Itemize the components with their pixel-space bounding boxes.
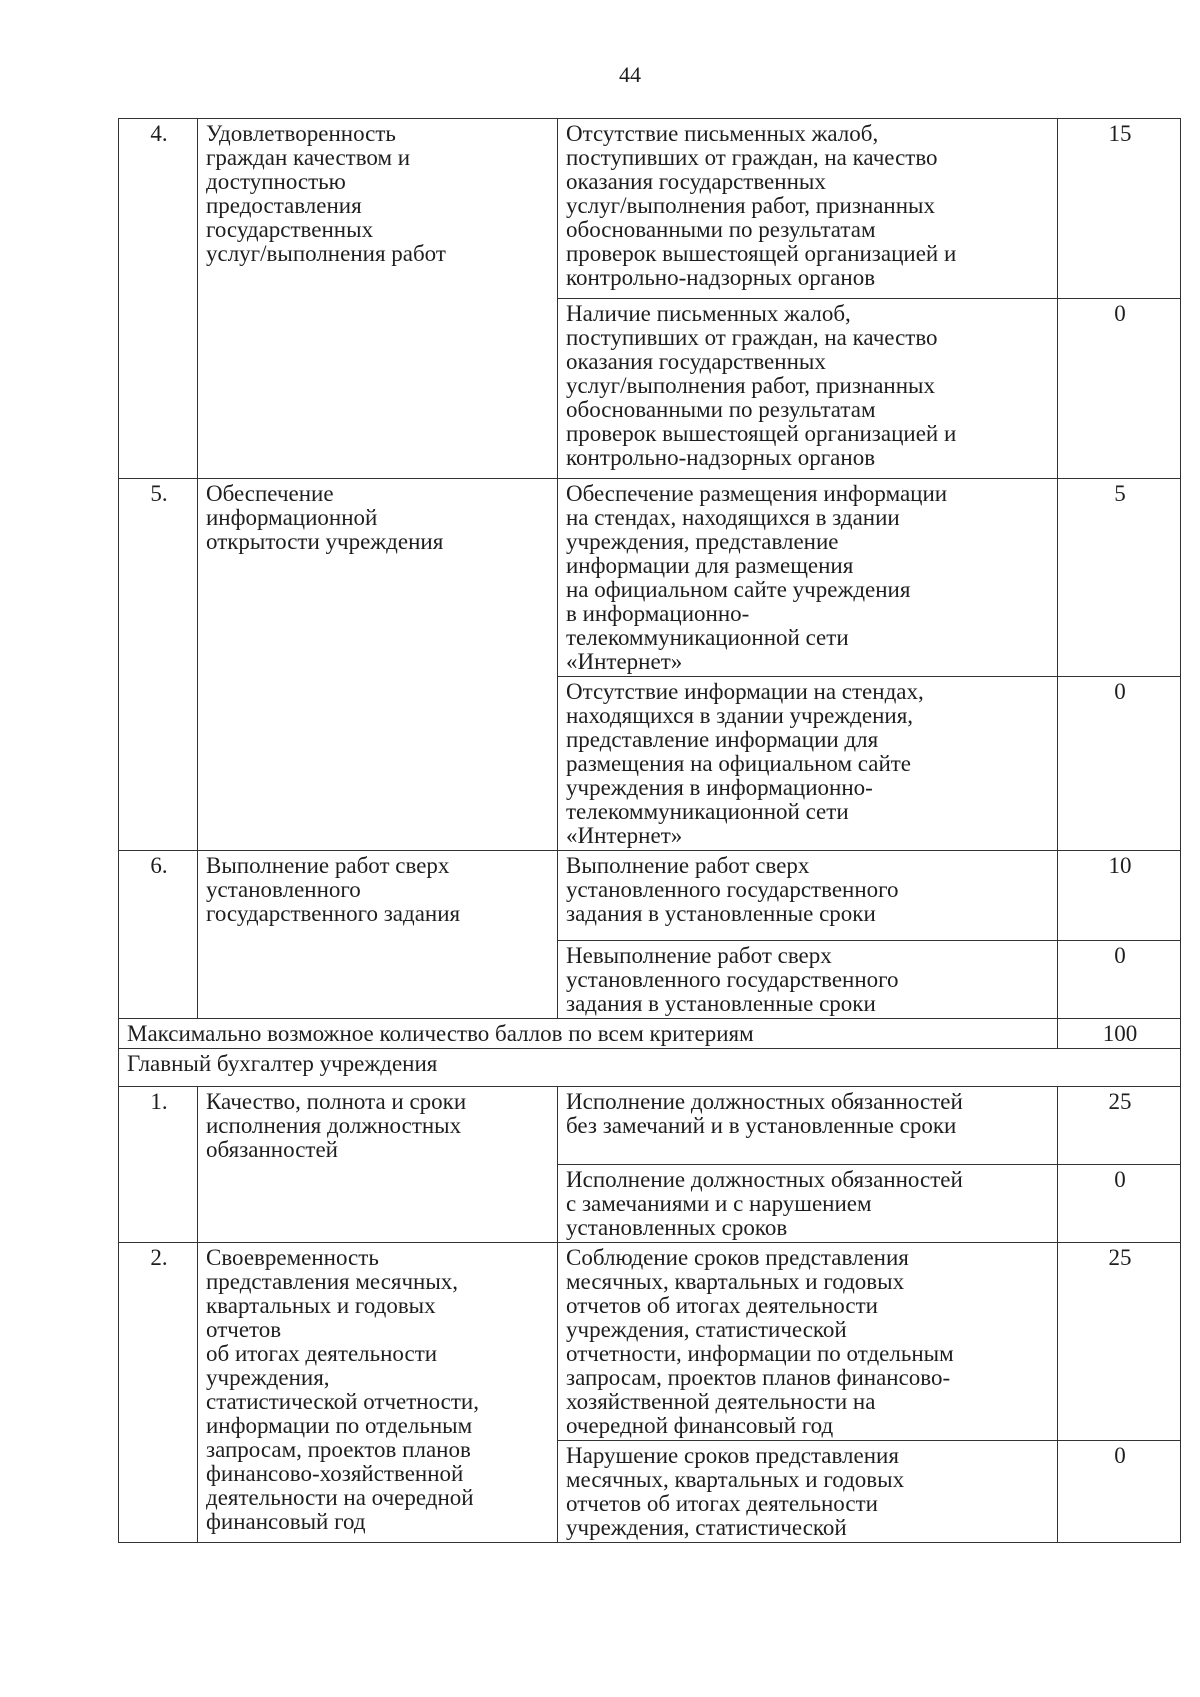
criterion-name: Удовлетворенность граждан качеством и доступностью предоставления государственных услуг/выполнения работ: [198, 119, 558, 479]
points-value: 0: [1058, 299, 1181, 479]
table-row: [119, 1243, 1181, 1441]
total-points: 100: [1058, 1019, 1181, 1049]
table-row: [119, 479, 1181, 677]
condition-text: Наличие письменных жалоб, поступивших от граждан, на качество оказания государственных услуг/выполнения работ, признанных обоснованными по результатам проверок вышестоящей организацией и контрольно-надзорных органов: [558, 299, 1058, 479]
criterion-number: 5.: [119, 479, 198, 851]
points-value: 0: [1058, 941, 1181, 1019]
condition-text: Исполнение должностных обязанностей без замечаний и в установленные сроки: [558, 1087, 1058, 1165]
points-value: 5: [1058, 479, 1181, 677]
condition-text: Отсутствие письменных жалоб, поступивших от граждан, на качество оказания государственных услуг/выполнения работ, признанных обоснованными по результатам проверок вышестоящей организацией и контрольно-надзорных органов: [558, 119, 1058, 299]
points-value: 0: [1058, 677, 1181, 851]
condition-text: Соблюдение сроков представления месячных, квартальных и годовых отчетов об итогах деятельности учреждения, статистической отчетности, информации по отдельным запросам, проектов планов финансово- хозяйственной деятельности на очередной финансовый год: [558, 1243, 1058, 1441]
condition-text: Невыполнение работ сверх установленного государственного задания в установленные сроки: [558, 941, 1058, 1019]
criterion-number: 6.: [119, 851, 198, 1019]
condition-text: Нарушение сроков представления месячных, квартальных и годовых отчетов об итогах деятельности учреждения, статистической: [558, 1441, 1058, 1543]
table-row: [119, 119, 1181, 299]
points-value: 25: [1058, 1243, 1181, 1441]
condition-text: Исполнение должностных обязанностей с замечаниями и с нарушением установленных сроков: [558, 1165, 1058, 1243]
section-row: [119, 1049, 1181, 1087]
points-value: 25: [1058, 1087, 1181, 1165]
condition-text: Выполнение работ сверх установленного государственного задания в установленные сроки: [558, 851, 1058, 941]
criterion-name: Своевременность представления месячных, квартальных и годовых отчетов об итогах деятельности учреждения, статистической отчетности, информации по отдельным запросам, проектов планов финансово-хозяйственной деятельности на очередной финансовый год: [198, 1243, 558, 1543]
criterion-number: 4.: [119, 119, 198, 479]
table-row: [119, 1087, 1181, 1165]
points-value: 15: [1058, 119, 1181, 299]
criteria-table: [118, 118, 1181, 1543]
total-row: [119, 1019, 1181, 1049]
condition-text: Отсутствие информации на стендах, находящихся в здании учреждения, представление информации для размещения на официальном сайте учреждения в информационно- телекоммуникационной сети «Интернет»: [558, 677, 1058, 851]
points-value: 0: [1058, 1165, 1181, 1243]
criterion-number: 2.: [119, 1243, 198, 1543]
criterion-name: Обеспечение информационной открытости учреждения: [198, 479, 558, 851]
section-title: Главный бухгалтер учреждения: [119, 1049, 1181, 1087]
criterion-name: Выполнение работ сверх установленного государственного задания: [198, 851, 558, 1019]
condition-text: Обеспечение размещения информации на стендах, находящихся в здании учреждения, представление информации для размещения на официальном сайте учреждения в информационно- телекоммуникационной сети «Интернет»: [558, 479, 1058, 677]
criterion-number: 1.: [119, 1087, 198, 1243]
page-number: 44: [619, 62, 641, 87]
total-label: Максимально возможное количество баллов по всем критериям: [119, 1019, 1058, 1049]
table-row: [119, 851, 1181, 941]
points-value: 0: [1058, 1441, 1181, 1543]
points-value: 10: [1058, 851, 1181, 941]
criterion-name: Качество, полнота и сроки исполнения должностных обязанностей: [198, 1087, 558, 1243]
